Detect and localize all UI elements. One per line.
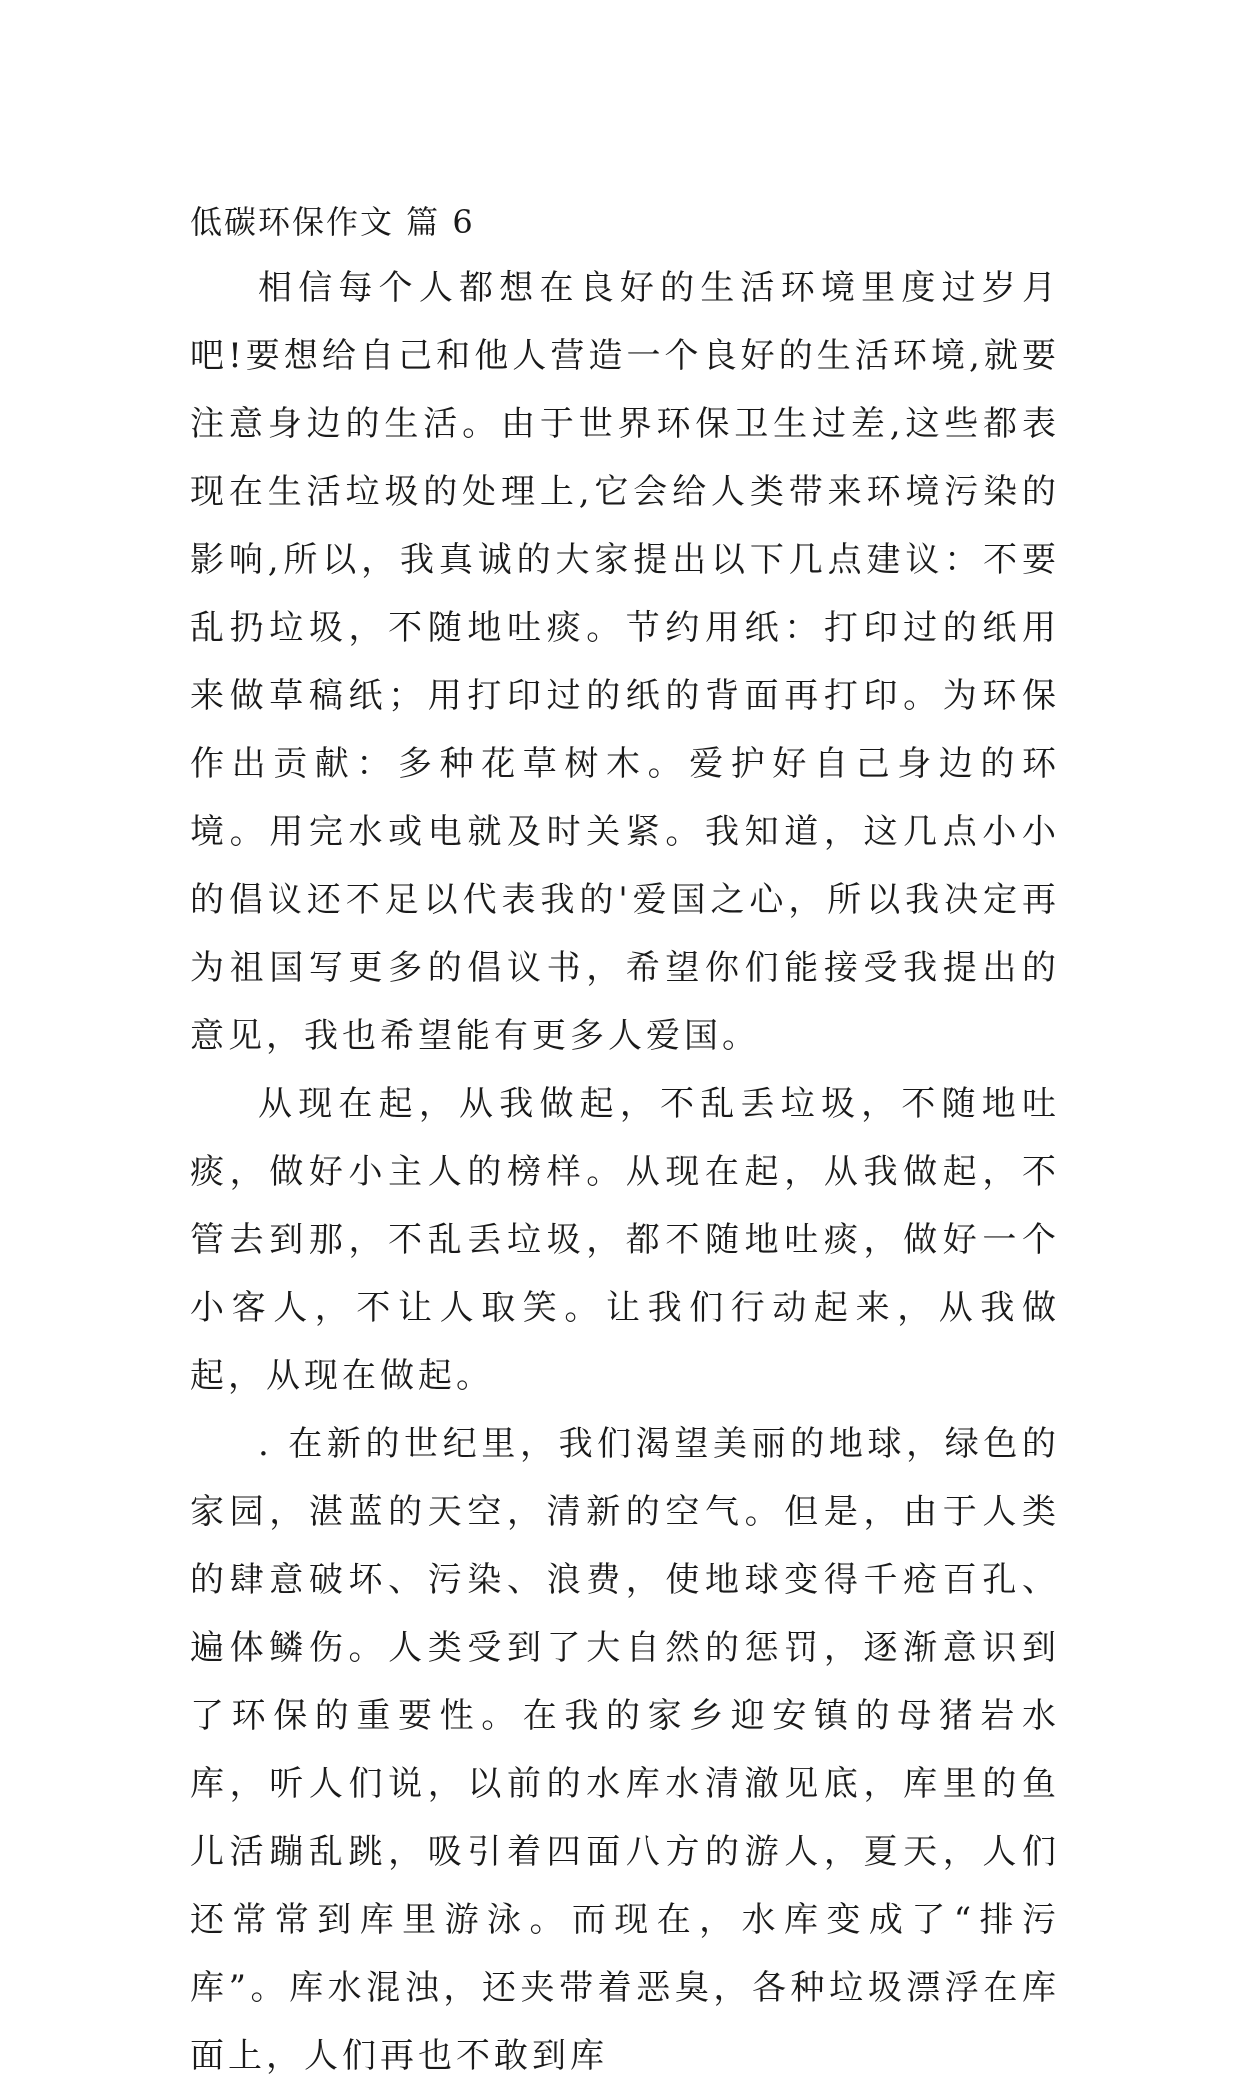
document-body	[190, 196, 1060, 2090]
document-title: 低碳环保作文 篇 6	[190, 203, 475, 241]
paragraph-1: 相信每个人都想在良好的生活环境里度过岁月吧!要想给自己和他人营造一个良好的生活环境,就要注意身边的生活。由于世界环保卫生过差,这些都表现在生活垃圾的处理上,它会给人类带来环境污染的影响,所以，我真诚的大家提出以下几点建议：不要乱扔垃圾，不随地吐痰。节约用纸：打印过的纸用来做草稿纸；用打印过的纸的背面再打印。为环保作出贡献：多种花草树木。爱护好自己身边的环境。用完水或电就及时关紧。我知道，这几点小小的倡议还不足以代表我的'爱国之心，所以我决定再为祖国写更多的倡议书，希望你们能接受我提出的意见，我也希望能有更多人爱国。	[190, 268, 1060, 1056]
paragraph-2: 从现在起，从我做起，不乱丢垃圾，不随地吐痰，做好小主人的榜样。从现在起，从我做起，不管去到那，不乱丢垃圾，都不随地吐痰，做好一个小客人，不让人取笑。让我们行动起来，从我做起，从现在做起。	[190, 1084, 1060, 1396]
paragraph-3: . 在新的世纪里，我们渴望美丽的地球，绿色的家园，湛蓝的天空，清新的空气。但是，由于人类的肆意破坏、污染、浪费，使地球变得千疮百孔、遍体鳞伤。人类受到了大自然的惩罚，逐渐意识到了环保的重要性。在我的家乡迎安镇的母猪岩水库，听人们说，以前的水库水清澈见底，库里的鱼儿活蹦乱跳，吸引着四面八方的游人，夏天，人们还常常到库里游泳。而现在，水库变成了“排污库”。库水混浊，还夹带着恶臭，各种垃圾漂浮在库面上，人们再也不敢到库	[190, 1424, 1060, 2076]
